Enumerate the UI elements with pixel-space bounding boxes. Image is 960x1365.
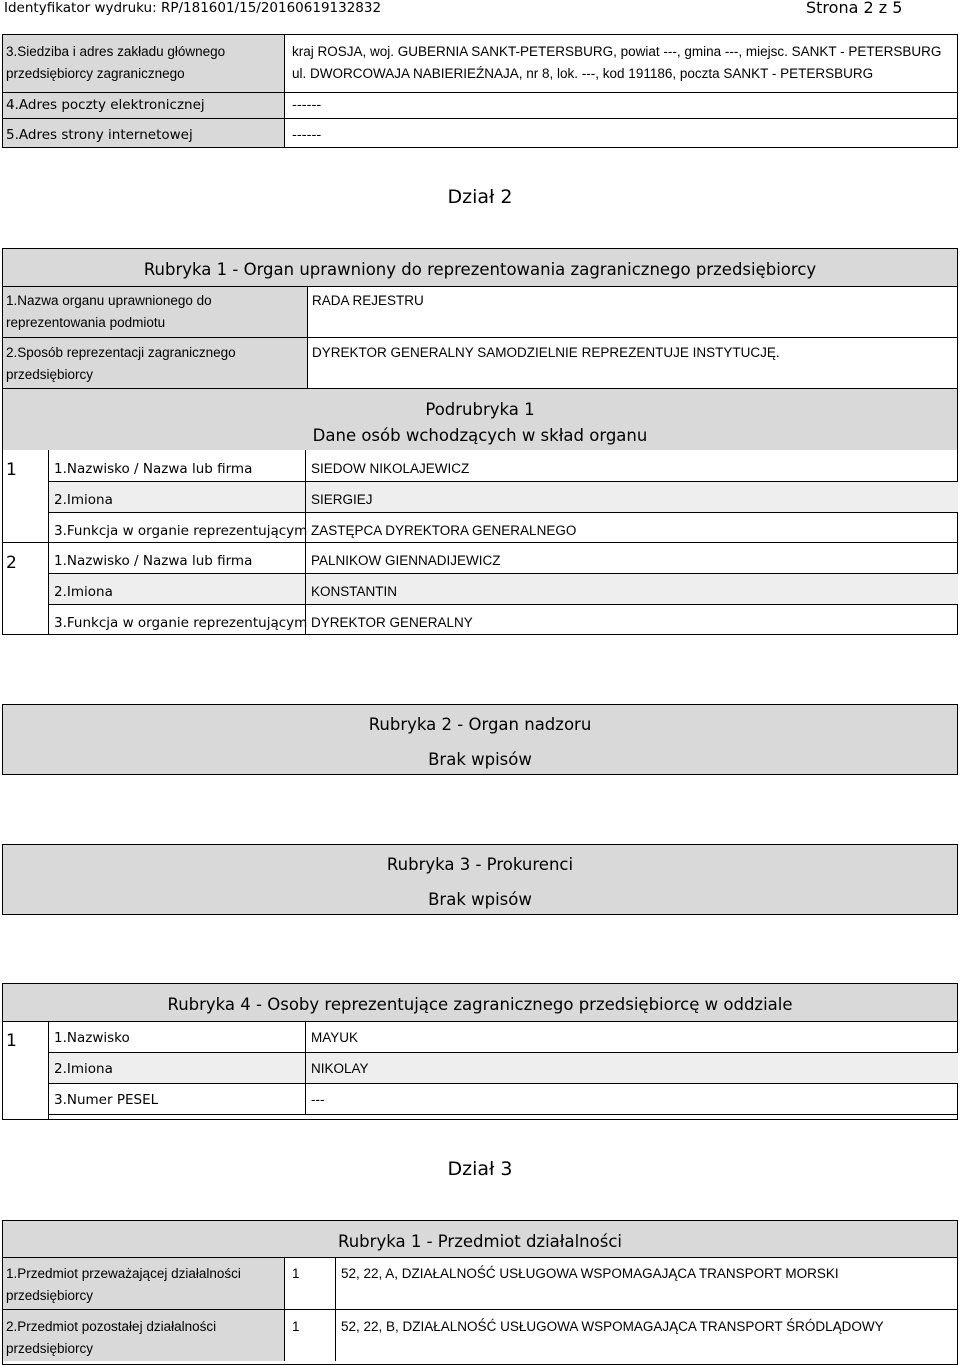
person-function: ZASTĘPCA DYREKTORA GENERALNEGO bbox=[311, 523, 577, 538]
seat-value-2: ul. DWORCOWAJA NABIERIEŹNAJA, nr 8, lok. ---, kod 191186, poczta SANKT - PETERSBURG bbox=[292, 66, 874, 81]
person-number: 1 bbox=[6, 1031, 17, 1051]
dzial-3-rubryka-1-title: Rubryka 1 - Przedmiot działalności bbox=[338, 1232, 622, 1251]
rubryka-3-empty: Brak wpisów bbox=[428, 890, 532, 909]
person-surname: SIEDOW NIKOLAJEWICZ bbox=[311, 461, 470, 476]
main-activity-label: 1.Przedmiot przeważającej działalności bbox=[6, 1266, 241, 1281]
person-function: DYREKTOR GENERALNY bbox=[311, 615, 473, 630]
person-number: 1 bbox=[6, 460, 17, 480]
rubryka-4-title: Rubryka 4 - Osoby reprezentujące zagranicznego przedsiębiorcę w oddziale bbox=[167, 995, 793, 1014]
main-activity-number: 1 bbox=[292, 1266, 300, 1281]
other-activity-value: 52, 22, B, DZIAŁALNOŚĆ USŁUGOWA WSPOMAGAJĄCA TRANSPORT ŚRÓDLĄDOWY bbox=[341, 1319, 884, 1334]
method-value: DYREKTOR GENERALNY SAMODZIELNIE REPREZENTUJE INSTYTUCJĘ. bbox=[312, 345, 780, 360]
person-names: KONSTANTIN bbox=[311, 584, 398, 599]
print-identifier: Identyfikator wydruku: RP/181601/15/20160619132832 bbox=[4, 0, 382, 16]
seat-value: kraj ROSJA, woj. GUBERNIA SANKT-PETERSBURG, powiat ---, gmina ---, miejsc. SANKT - PETERSBURG bbox=[292, 44, 942, 59]
person-names: SIERGIEJ bbox=[311, 492, 373, 507]
person-surname-label: 1.Nazwisko / Nazwa lub firma bbox=[54, 553, 253, 569]
person-function-label: 3.Funkcja w organie reprezentującym bbox=[54, 615, 308, 631]
website-label: 5.Adres strony internetowej bbox=[6, 127, 193, 143]
rep-pesel-label: 3.Numer PESEL bbox=[54, 1092, 159, 1108]
person-surname-label: 1.Nazwisko / Nazwa lub firma bbox=[54, 461, 253, 477]
website-value: ------ bbox=[292, 127, 322, 143]
rubryka-3-title: Rubryka 3 - Prokurenci bbox=[386, 855, 574, 874]
person-function-label: 3.Funkcja w organie reprezentującym bbox=[54, 523, 308, 539]
podrubryka-title: Podrubryka 1 bbox=[425, 400, 535, 419]
main-activity-value: 52, 22, A, DZIAŁALNOŚĆ USŁUGOWA WSPOMAGAJĄCA TRANSPORT MORSKI bbox=[341, 1266, 839, 1281]
person-names-label: 2.Imiona bbox=[54, 492, 113, 508]
rep-surname: MAYUK bbox=[311, 1030, 359, 1045]
other-activity-label-2: przedsiębiorcy bbox=[6, 1341, 94, 1356]
organ-value: RADA REJESTRU bbox=[312, 293, 424, 308]
person-surname: PALNIKOW GIENNADIJEWICZ bbox=[311, 553, 501, 568]
other-activity-label: 2.Przedmiot pozostałej działalności bbox=[6, 1319, 217, 1334]
rep-surname-label: 1.Nazwisko bbox=[54, 1030, 130, 1046]
main-activity-label-2: przedsiębiorcy bbox=[6, 1288, 94, 1303]
method-label-2: przedsiębiorcy bbox=[6, 367, 94, 382]
other-activity-number: 1 bbox=[292, 1319, 300, 1334]
seat-label: 3.Siedziba i adres zakładu głównego bbox=[6, 44, 226, 59]
organ-label: 1.Nazwa organu uprawnionego do bbox=[6, 293, 212, 308]
podrubryka-subtitle: Dane osób wchodzących w skład organu bbox=[312, 426, 648, 445]
section-title-dzial-3: Dział 3 bbox=[447, 1158, 513, 1180]
person-names-label: 2.Imiona bbox=[54, 584, 113, 600]
page-number: Strona 2 z 5 bbox=[806, 0, 903, 17]
seat-label-2: przedsiębiorcy zagranicznego bbox=[6, 66, 185, 81]
method-label: 2.Sposób reprezentacji zagranicznego bbox=[6, 345, 236, 360]
rubryka-1-title: Rubryka 1 - Organ uprawniony do reprezentowania zagranicznego przedsiębiorcy bbox=[143, 260, 817, 279]
organ-label-2: reprezentowania podmiotu bbox=[6, 315, 166, 330]
rubryka-2-title: Rubryka 2 - Organ nadzoru bbox=[368, 715, 592, 734]
rep-pesel: --- bbox=[311, 1092, 325, 1107]
email-label: 4.Adres poczty elektronicznej bbox=[6, 97, 205, 113]
rep-names: NIKOLAY bbox=[311, 1061, 369, 1076]
person-number: 2 bbox=[6, 553, 17, 573]
rep-names-label: 2.Imiona bbox=[54, 1061, 113, 1077]
email-value: ------ bbox=[292, 97, 322, 113]
section-title-dzial-2: Dział 2 bbox=[447, 186, 513, 208]
rubryka-2-empty: Brak wpisów bbox=[428, 750, 532, 769]
